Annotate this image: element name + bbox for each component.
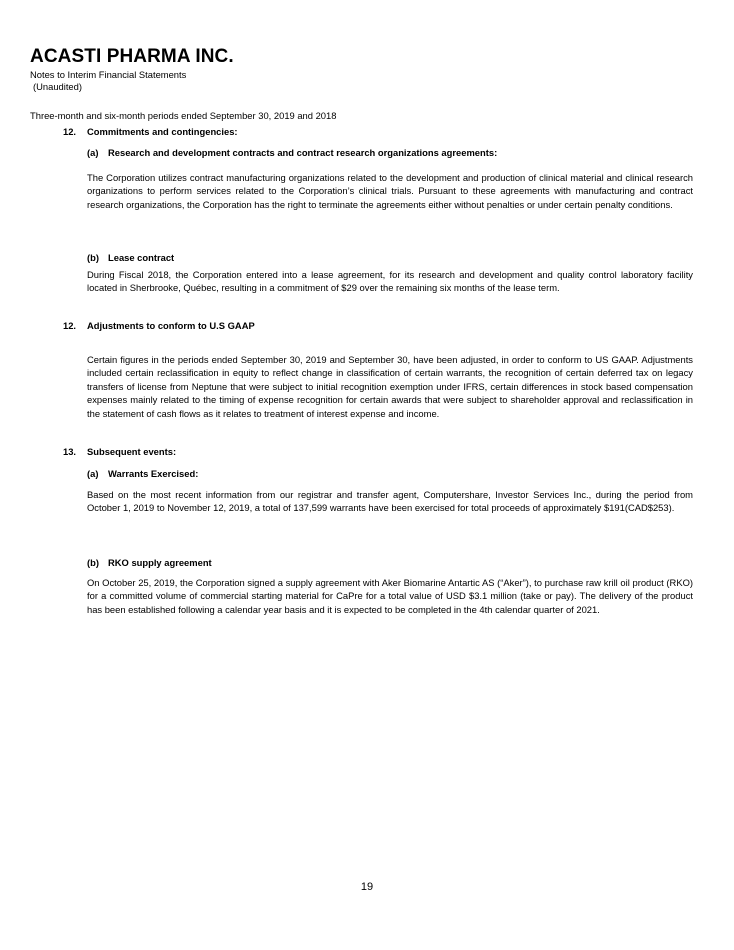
page-number: 19 <box>360 881 374 893</box>
section-number: 13. <box>63 446 77 457</box>
section-number: 12. <box>63 320 77 331</box>
section-paragraph: Certain figures in the periods ended September 30, 2019 and September 30, have been adjusted, in order to conform to US GAAP. Adjustments included certain reclassification in equity to reflect change in classification of certain warrants, the recognition of certain deferred tax on legacy transfers of license from Neptune that were subject to initial recognition exemption under IFRS, certain differences in stock based compensation expenses mainly related to the timing of expense recognition for certain awards that were subject to shareholder approval and reclassification in the statement of cash flows as it relates to treatment of interest expense and income. <box>87 354 693 419</box>
subsection-paragraph: Based on the most recent information from our registrar and transfer agent, Computershare, Investor Services Inc., during the period from October 1, 2019 to November 12, 2019, a total of 137,599 warrants have been exercised for total proceeds of approximately $191(CAD$253). <box>87 489 693 514</box>
subsection-title: Research and development contracts and contract research organizations agreements: <box>108 147 498 158</box>
section-title: Commitments and contingencies: <box>87 126 238 137</box>
subsection-paragraph: On October 25, 2019, the Corporation signed a supply agreement with Aker Biomarine Antartic AS (“Aker”), to purchase raw krill oil product (RKO) for a committed volume of commercial starting material for CaPre for a total value of USD $3.1 million (take or pay). The delivery of the product has been established following a calendar year basis and it is expected to be completed in the 4th calendar quarter of 2021. <box>87 577 693 615</box>
subsection-title: Warrants Exercised: <box>108 468 199 479</box>
subsection-paragraph: During Fiscal 2018, the Corporation entered into a lease agreement, for its research and development and quality control laboratory facility located in Sherbrooke, Québec, resulting in a commitment of $29 over the remaining six months of the lease term. <box>87 269 693 294</box>
section-number: 12. <box>63 126 77 137</box>
subsection-label: (b) <box>87 252 99 263</box>
document-subtitle: Notes to Interim Financial Statements <box>30 69 187 80</box>
section-title: Subsequent events: <box>87 446 177 457</box>
subsection-paragraph: The Corporation utilizes contract manufacturing organizations related to the development and production of clinical material and clinical research organizations to perform services related to the Corporation’s clinical trials. Pursuant to these agreements with manufacturing and contract research organizations, the Corporation has the right to terminate the agreements either without penalties or under certain penalty conditions. <box>87 172 693 210</box>
subsection-label: (a) <box>87 147 99 158</box>
company-name: ACASTI PHARMA INC. <box>30 46 234 67</box>
period-line: Three-month and six-month periods ended September 30, 2019 and 2018 <box>30 110 337 121</box>
subsection-title: RKO supply agreement <box>108 557 212 568</box>
subsection-label: (a) <box>87 468 99 479</box>
subsection-label: (b) <box>87 557 99 568</box>
subsection-title: Lease contract <box>108 252 175 263</box>
unaudited-label: (Unaudited) <box>33 81 82 92</box>
section-title: Adjustments to conform to U.S GAAP <box>87 320 255 331</box>
